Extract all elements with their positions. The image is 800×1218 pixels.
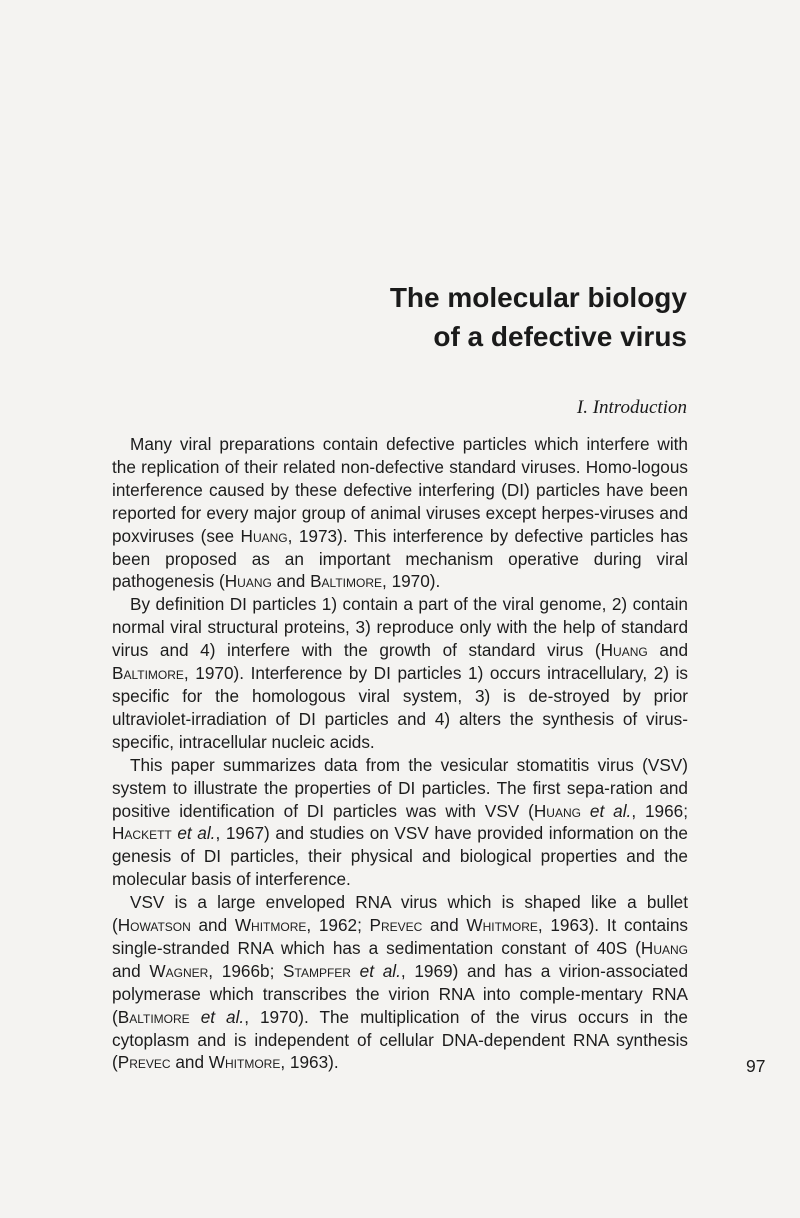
citation-author: Baltimore: [310, 571, 383, 592]
paragraph-3: [112, 754, 688, 891]
text-run: and: [170, 1052, 209, 1073]
citation-author: Hackett: [112, 823, 172, 844]
et-al: et al.: [589, 800, 632, 821]
text-run: and: [647, 640, 688, 661]
text-run: and: [112, 960, 150, 981]
text-run: By definition DI particles 1) contain a part of the viral genome, 2) contain normal viral structural proteins, 3) reproduce only with the help of standard virus and 4) interfere with the growth of standard virus (: [112, 594, 688, 661]
citation-author: Huang: [640, 937, 688, 958]
chapter-title-line-1: The molecular biology: [389, 282, 687, 313]
text-run: , 1969) and has a virion-associated polymerase which transcribes the virion RNA into comple-mentary RNA (: [112, 960, 688, 1027]
text-run: , 1970).: [382, 571, 441, 592]
text-run: This paper summarizes data from the vesicular stomatitis virus (VSV) system to illustrate the properties of DI particles. The first sepa-ration and positive identification of DI particles was with VSV (: [112, 754, 688, 821]
citation-author: Huang: [533, 800, 581, 821]
et-al: et al.: [177, 823, 216, 844]
text-run: VSV is a large enveloped RNA virus which is shaped like a bullet (: [112, 892, 688, 936]
citation-author: Wagner: [149, 960, 209, 981]
citation-author: Huang: [224, 571, 272, 592]
paragraph-2: [112, 593, 688, 753]
citation-author: Huang: [240, 525, 288, 546]
citation-author: Baltimore: [112, 663, 184, 684]
citation-author: Howatson: [117, 915, 191, 936]
text-run: and: [190, 915, 235, 936]
text-run: , 1966b;: [208, 960, 284, 981]
et-al: et al.: [200, 1006, 245, 1027]
citation-author: Whitmore: [234, 915, 307, 936]
text-run: , 1970). The multiplication of the virus occurs in the cytoplasm and is independent of cellular DNA-dependent RNA synthesis (: [112, 1006, 688, 1073]
body-text: [112, 433, 688, 1074]
citation-author: Baltimore: [117, 1006, 190, 1027]
text-run: and: [422, 915, 467, 936]
chapter-title-line-2: of a defective virus: [433, 321, 687, 352]
citation-author: Whitmore: [466, 915, 538, 936]
text-run: , 1963). It contains single-stranded RNA which has a sedimentation constant of 40S (: [112, 915, 688, 958]
citation-author: Prevec: [369, 915, 423, 936]
text-run: and: [271, 571, 311, 592]
citation-author: Huang: [600, 640, 648, 661]
citation-author: Whitmore: [208, 1052, 281, 1073]
text-run: , 1962;: [306, 915, 370, 936]
text-run: Many viral preparations contain defective particles which interfere with the replication of their related non-defective standard viruses. Homo-logous interference caused by these defective interfering (DI) particles have been reported for every major group of animal viruses except herpes-viruses and poxviruses (see: [112, 434, 688, 546]
text-run: , 1973). This interference by defective particles has been proposed as an important mechanism operative during viral pathogenesis (: [112, 525, 689, 592]
text-run: , 1966;: [631, 800, 689, 821]
section-heading: I. Introduction: [576, 397, 687, 418]
et-al: et al.: [359, 960, 401, 981]
paragraph-1: [112, 433, 688, 593]
paragraph-4: [112, 891, 688, 1074]
citation-author: Stampfer: [283, 960, 351, 981]
chapter-title: [390, 278, 687, 356]
text-run: , 1963).: [280, 1052, 339, 1073]
text-run: , 1967) and studies on VSV have provided information on the genesis of DI particles, their physical and biological properties and the molecular basis of interference.: [112, 823, 688, 890]
page-number: 97: [746, 1056, 766, 1076]
text-run: , 1970). Interference by DI particles 1) occurs intracellulary, 2) is specific for the homologous viral system, 3) is de-stroyed by prior ultraviolet-irradiation of DI particles and 4) alters the synthesis of virus-specific, intracellular nucleic acids.: [112, 663, 688, 752]
citation-author: Prevec: [117, 1052, 171, 1073]
